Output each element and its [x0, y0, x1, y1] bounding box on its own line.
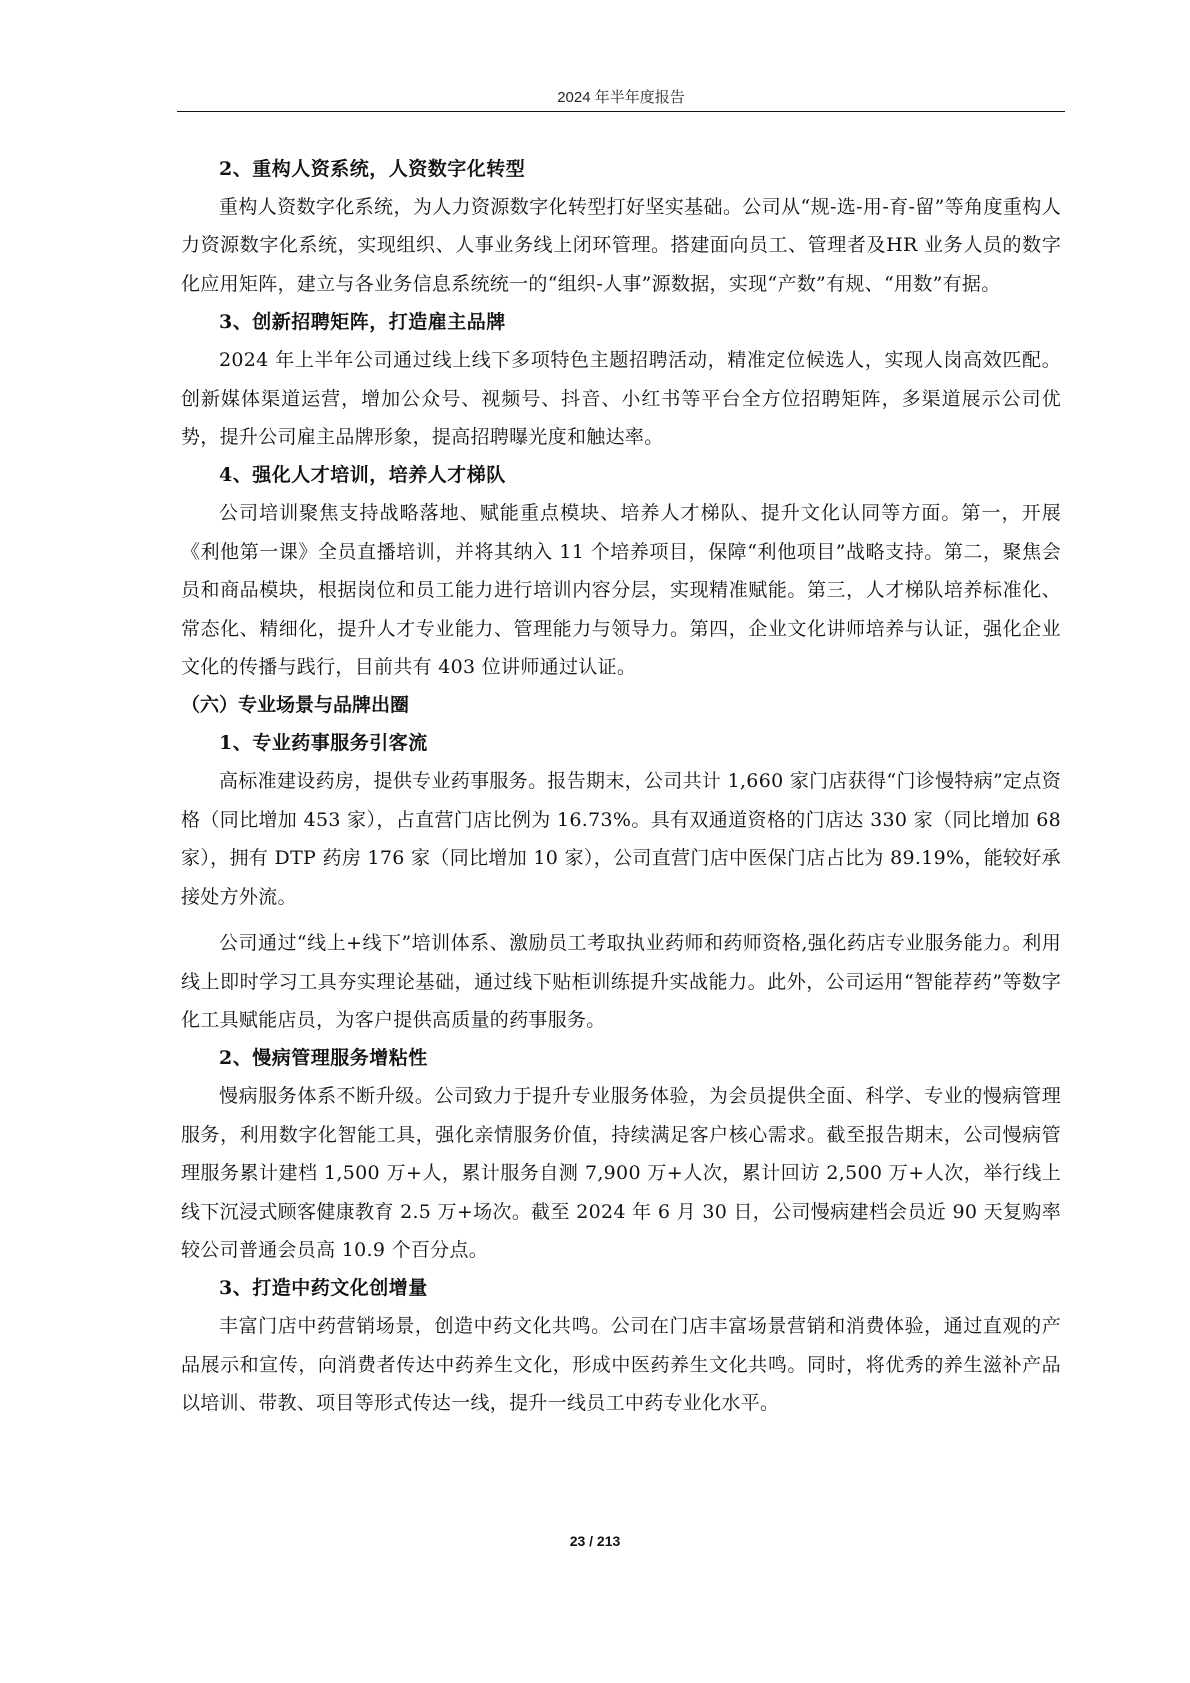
paragraph-hr-system: 重构人资数字化系统，为人力资源数字化转型打好坚实基础。公司从“规-选-用-育-留”等角度重构人力资源数字化系统，实现组织、人事业务线上闭环管理。搭建面向员工、管理者及HR 业务人员的数字化应用矩阵，建立与各业务信息系统统一的“组织-人事”源数据，实现“产数”有规、“用数”有据。	[181, 196, 1061, 295]
section-heading-tcm-culture: 3、打造中药文化创增量	[219, 1277, 428, 1300]
section-heading-hr-system: 2、重构人资系统，人资数字化转型	[219, 158, 526, 180]
section-heading-training: 4、强化人才培训，培养人才梯队	[219, 464, 506, 487]
paragraph-tcm-culture: 丰富门店中药营销场景，创造中药文化共鸣。公司在门店丰富场景营销和消费体验，通过直观的产品展示和宣传，向消费者传达中药养生文化，形成中医药养生文化共鸣。同时，将优秀的养生滋补产品以培训、带教、项目等形式传达一线，提升一线员工中药专业化水平。	[181, 1315, 1061, 1415]
paragraph-pharmacy-service-2: 公司通过“线上+线下”培训体系、激励员工考取执业药师和药师资格,强化药店专业服务能力。利用线上即时学习工具夯实理论基础，通过线下贴柜训练提升实战能力。此外，公司运用“智能荐药”等数字化工具赋能店员，为客户提供高质量的药事服务。	[181, 932, 1061, 1031]
paragraph-pharmacy-service-1: 高标准建设药房，提供专业药事服务。报告期末，公司共计 1,660 家门店获得“门诊慢特病”定点资格（同比增加 453 家），占直营门店比例为 16.73%。具有双通道资格的门店达 330 家（同比增加 68 家），拥有 DTP 药房 176 家（同比增加 10 家），公司直营门店中医保门店占比为 89.19%，能较好承接处方外流。	[181, 770, 1061, 908]
paragraph-chronic-disease: 慢病服务体系不断升级。公司致力于提升专业服务体验，为会员提供全面、科学、专业的慢病管理服务，利用数字化智能工具，强化亲情服务价值，持续满足客户核心需求。截至报告期末，公司慢病管理服务累计建档 1,500 万+人，累计服务自测 7,900 万+人次，累计回访 2,500 万+人次，举行线上线下沉浸式顾客健康教育 2.5 万+场次。截至 2024 年 6 月 30 日，公司慢病建档会员近 90 天复购率较公司普通会员高 10.9 个百分点。	[181, 1085, 1061, 1261]
paragraph-recruitment: 2024 年上半年公司通过线上线下多项特色主题招聘活动，精准定位候选人，实现人岗高效匹配。创新媒体渠道运营，增加公众号、视频号、抖音、小红书等平台全方位招聘矩阵，多渠道展示公司优势，提升公司雇主品牌形象，提高招聘曝光度和触达率。	[181, 349, 1061, 449]
page-number: 23 / 213	[569, 1533, 621, 1549]
paragraph-training: 公司培训聚焦支持战略落地、赋能重点模块、培养人才梯队、提升文化认同等方面。第一，开展《利他第一课》全员直播培训，并将其纳入 11 个培养项目，保障“利他项目”战略支持。第二，聚焦会员和商品模块，根据岗位和员工能力进行培训内容分层，实现精准赋能。第三，人才梯队培养标准化、常态化、精细化，提升人才专业能力、管理能力与领导力。第四，企业文化讲师培养与认证，强化企业文化的传播与践行，目前共有 403 位讲师通过认证。	[181, 502, 1061, 679]
page-header: 2024 年半年度报告	[557, 89, 685, 106]
section-heading-chronic-disease: 2、慢病管理服务增粘性	[219, 1047, 428, 1070]
section-heading-pharmacy-service: 1、专业药事服务引客流	[219, 732, 428, 755]
document-body	[181, 150, 1061, 1423]
chapter-heading: （六）专业场景与品牌出圈	[181, 694, 410, 717]
paragraph-gap	[181, 916, 1061, 924]
header-divider	[177, 111, 1065, 112]
section-heading-recruitment: 3、创新招聘矩阵，打造雇主品牌	[219, 311, 506, 334]
